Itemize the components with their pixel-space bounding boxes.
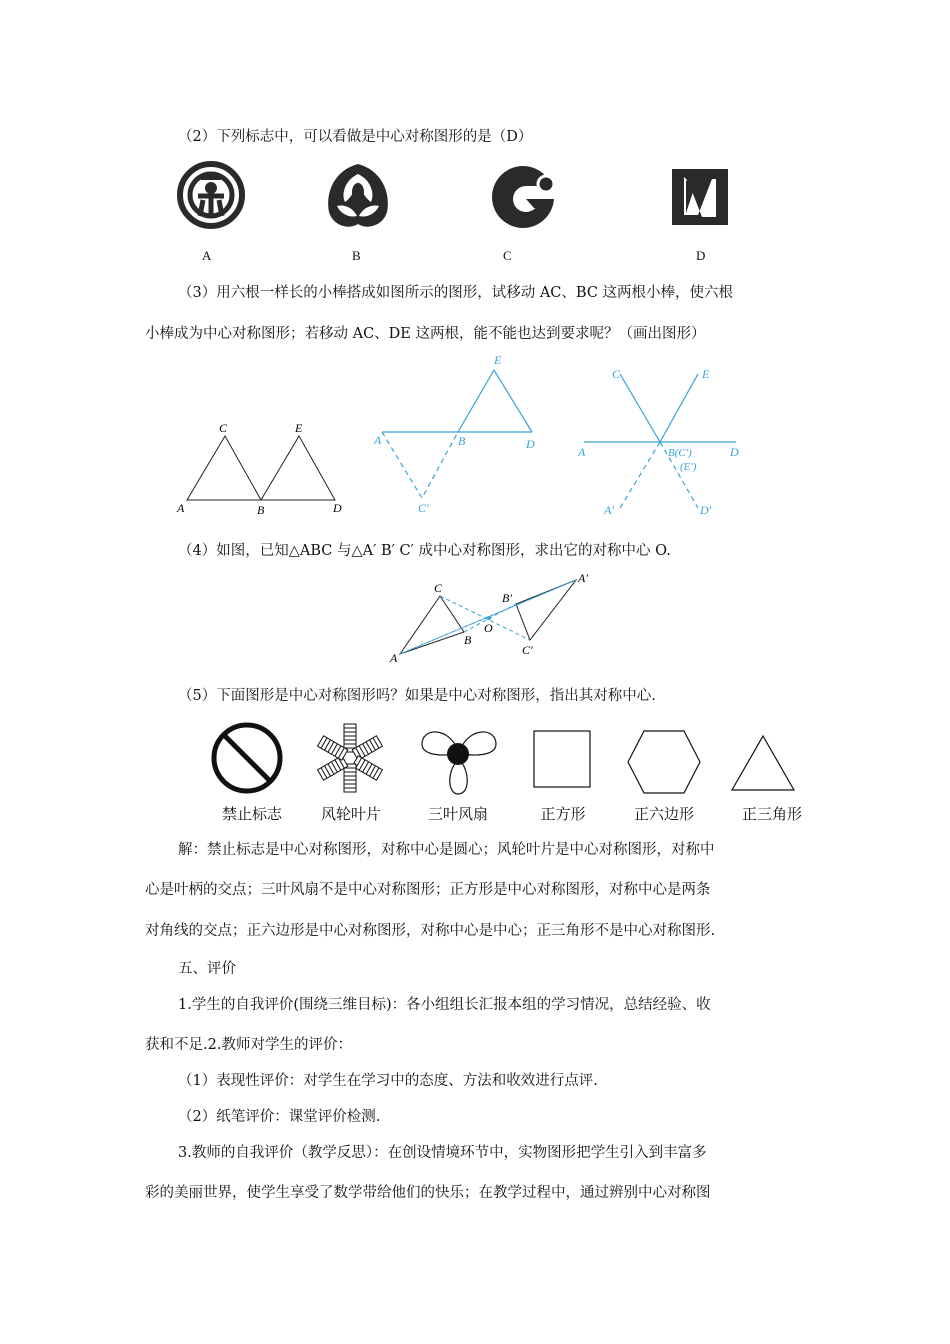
eval-p1-line2: 获和不足.2.教师对学生的评价：	[145, 1037, 352, 1053]
q4-label-o: O	[484, 621, 493, 635]
caption-windmill: 风轮叶片	[320, 805, 381, 823]
q4-label-a-prime: A′	[578, 571, 588, 585]
triangle-shape-icon	[728, 730, 798, 794]
q4-label-a: A	[390, 651, 398, 665]
fig2-label-e: E	[494, 353, 502, 367]
q3-figure-move-ac-de	[576, 362, 756, 522]
section-heading: 五、评价	[178, 961, 236, 977]
q2-text: （2）下列标志中，可以看做是中心对称图形的是（D）	[178, 129, 533, 145]
fig3-label-a: A	[578, 445, 586, 459]
hexagon-shape-icon	[624, 727, 704, 797]
fig3-label-d-prime: D′	[700, 503, 712, 517]
q3-figure-move-ac-bc	[372, 352, 552, 522]
caption-square: 正方形	[540, 805, 586, 823]
logo-d-icon	[670, 167, 730, 227]
q4-figure	[388, 570, 598, 665]
fig2-label-a: A	[374, 433, 382, 447]
q5-text: （5）下面图形是中心对称图形吗？如果是中心对称图形，指出其对称中心.	[178, 688, 656, 704]
logo-label-b: B	[352, 248, 361, 263]
logo-c-icon	[490, 162, 560, 232]
no-entry-sign-icon	[209, 720, 285, 796]
q3-figure-original	[175, 420, 355, 520]
fig3-label-e: E	[702, 367, 710, 381]
fig2-label-c-prime: C′	[418, 501, 429, 515]
q3-line2: 小棒成为中心对称图形；若移动 AC、DE 这两根，能不能也达到要求呢？（画出图形）	[145, 326, 706, 342]
solution-line1: 解：禁止标志是中心对称图形，对称中心是圆心；风轮叶片是中心对称图形，对称中	[178, 842, 715, 858]
fig1-label-c: C	[219, 421, 228, 435]
eval-p3-line1: 3.教师的自我评价（教学反思）：在创设情境环节中，实物图形把学生引入到丰富多	[178, 1145, 707, 1161]
eval-p3-line2: 彩的美丽世界，使学生享受了数学带给他们的快乐；在教学过程中，通过辨别中心对称图	[145, 1185, 711, 1201]
eval-item2: （2）纸笔评价：课堂评价检测.	[178, 1109, 381, 1125]
q4-label-b-prime: B′	[502, 591, 512, 605]
solution-line2: 心是叶柄的交点；三叶风扇不是中心对称图形；正方形是中心对称图形，对称中心是两条	[145, 882, 711, 898]
logo-label-d: D	[696, 248, 706, 263]
logo-b-icon	[323, 162, 393, 232]
q4-label-c: C	[434, 581, 443, 595]
fig1-label-d: D	[333, 501, 342, 515]
logo-a-icon	[176, 160, 246, 230]
windmill-blades-icon	[312, 720, 388, 796]
logo-label-c: C	[503, 248, 512, 263]
caption-fan: 三叶风扇	[427, 805, 488, 823]
fig1-label-b: B	[257, 503, 265, 517]
fig3-label-d: D	[730, 445, 739, 459]
eval-p1-line1: 1.学生的自我评价(围绕三维目标)：各小组组长汇报本组的学习情况，总结经验、收	[178, 997, 711, 1013]
fig3-label-a-prime: A′	[604, 503, 614, 517]
logo-label-a: A	[202, 248, 212, 263]
q4-label-c-prime: C′	[522, 643, 533, 657]
q4-text: （4）如图，已知△ABC 与△A′ B′ C′ 成中心对称图形，求出它的对称中心 O.	[178, 543, 671, 559]
caption-hexagon: 正六边形	[633, 805, 694, 823]
q4-label-b: B	[464, 633, 472, 647]
fig3-label-b-c-prime: B(C′)	[668, 447, 692, 459]
q3-line1: （3）用六根一样长的小棒搭成如图所示的图形，试移动 AC、BC 这两根小棒，使六根	[178, 285, 734, 301]
fig2-label-d: D	[526, 437, 535, 451]
solution-line3: 对角线的交点；正六边形是中心对称图形，对称中心是中心；正三角形不是中心对称图形.	[145, 923, 716, 939]
fig2-label-b: B	[458, 434, 466, 448]
fig3-label-c: C	[612, 367, 621, 381]
fig1-label-e: E	[295, 421, 303, 435]
three-blade-fan-icon	[418, 716, 498, 796]
fig3-label-e-prime: (E′)	[680, 461, 697, 473]
square-shape-icon	[530, 727, 594, 791]
caption-triangle: 正三角形	[741, 805, 802, 823]
fig1-label-a: A	[177, 501, 185, 515]
eval-item1: （1）表现性评价：对学生在学习中的态度、方法和收效进行点评.	[178, 1073, 598, 1089]
caption-no-entry: 禁止标志	[221, 805, 282, 823]
